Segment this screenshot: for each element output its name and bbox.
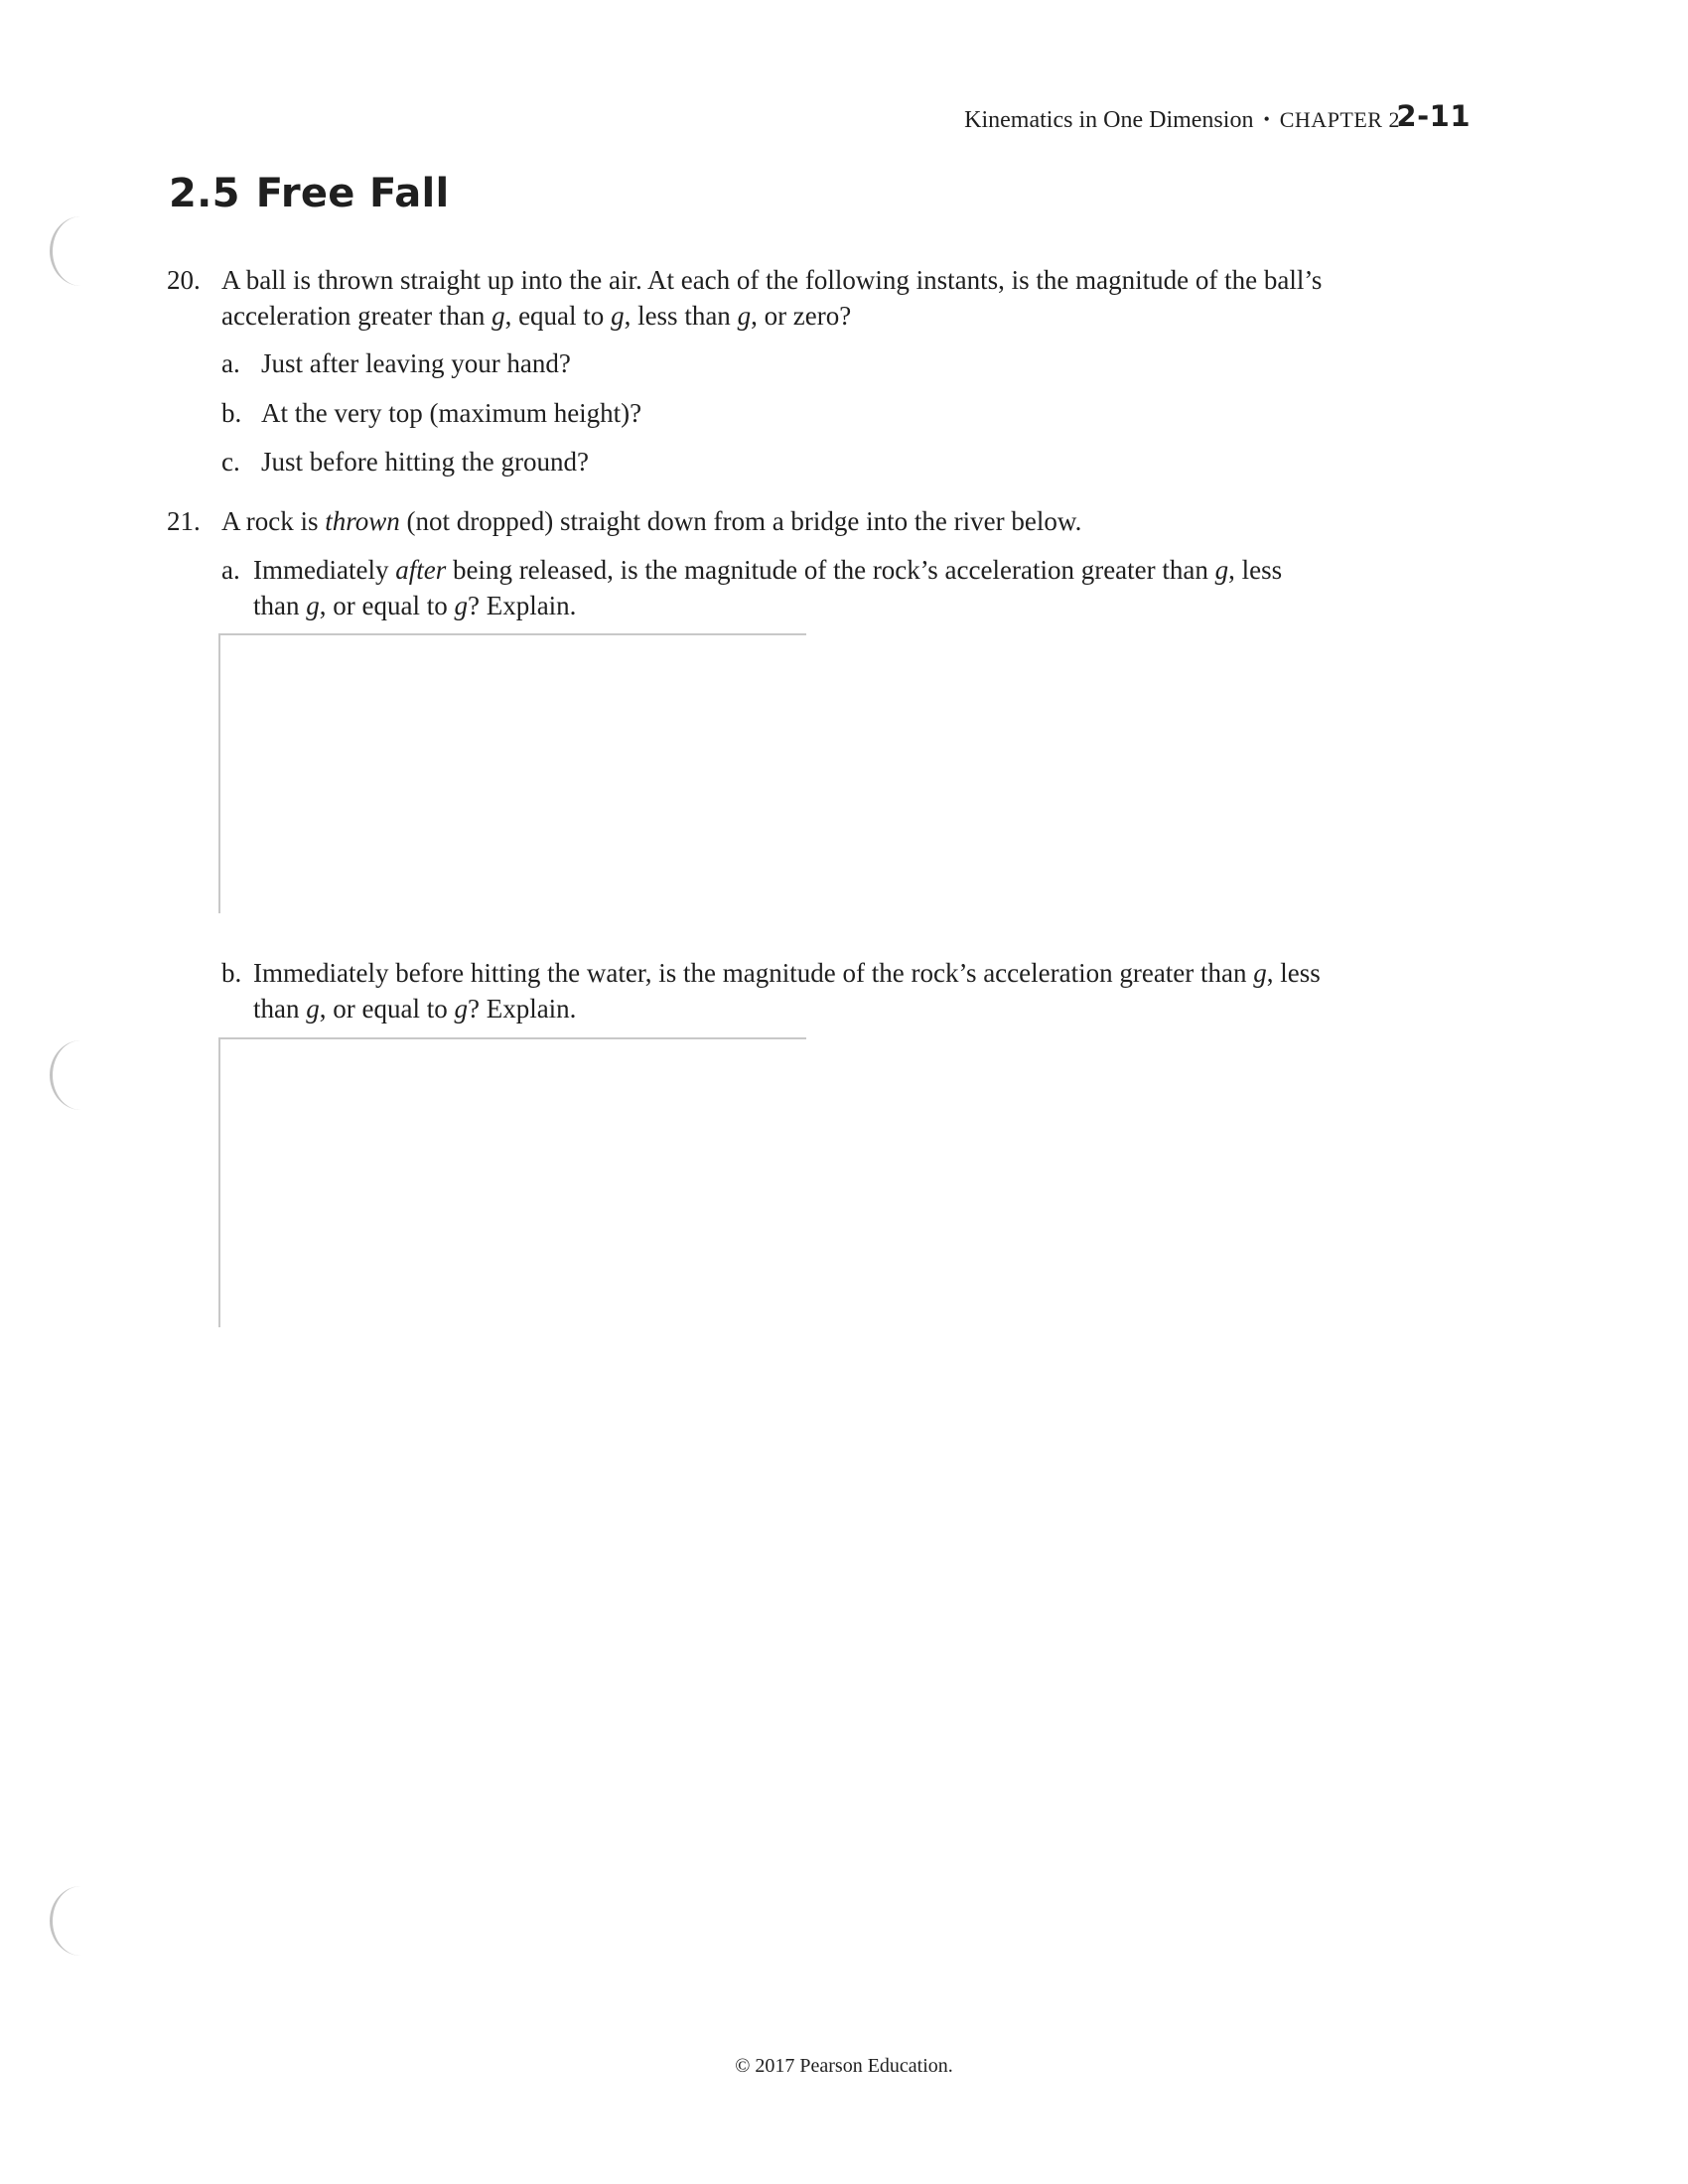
text-run: , or equal to — [319, 994, 455, 1024]
part-text-line-1 — [253, 552, 1475, 588]
question-prompt — [221, 262, 1473, 334]
text-run: ? Explain. — [467, 591, 577, 620]
part-text-line-2 — [253, 991, 1475, 1026]
chapter-label: CHAPTER 2 — [1279, 107, 1400, 132]
question-prompt — [221, 503, 1473, 539]
part-letter: c. — [221, 447, 240, 477]
answer-box-21a[interactable] — [218, 633, 806, 913]
symbol-g: g — [737, 301, 752, 331]
question-21-part-a — [221, 552, 1492, 631]
text-run: , less than — [624, 301, 738, 331]
question-number: 20. — [167, 265, 201, 295]
text-run: , less — [1228, 555, 1283, 585]
text-run: , or zero? — [751, 301, 852, 331]
text-run: than — [253, 994, 307, 1024]
binder-hole-mark-middle — [50, 1040, 112, 1110]
binder-hole-mark-bottom — [50, 1886, 112, 1956]
symbol-g: g — [306, 994, 320, 1024]
text-run: ? Explain. — [467, 994, 577, 1024]
text-run: Immediately — [253, 555, 396, 585]
part-text — [253, 552, 1475, 623]
running-head-title — [964, 107, 1400, 134]
text-run: acceleration greater than — [221, 301, 492, 331]
symbol-g: g — [454, 591, 468, 620]
question-21-part-b — [221, 955, 1492, 1034]
binder-hole-mark-top — [50, 216, 112, 286]
running-title-text: Kinematics in One Dimension — [964, 107, 1254, 133]
emphasis-after: after — [395, 555, 447, 585]
part-text: At the very top (maximum height)? — [261, 398, 642, 428]
symbol-g: g — [454, 994, 468, 1024]
emphasis-thrown: thrown — [325, 506, 400, 536]
part-letter: a. — [221, 555, 240, 585]
question-prompt-line-1: A ball is thrown straight up into the air. At each of the following instants, is the magnitude of the ball’s — [221, 265, 1323, 295]
running-head — [0, 99, 1688, 139]
text-run: A rock is — [221, 506, 326, 536]
answer-box-21b[interactable] — [218, 1037, 806, 1327]
part-text: Just before hitting the ground? — [261, 447, 589, 477]
text-run: , equal to — [504, 301, 612, 331]
part-letter: b. — [221, 958, 242, 988]
symbol-g: g — [1253, 958, 1267, 988]
symbol-g: g — [611, 301, 625, 331]
section-title: Free Fall — [255, 171, 450, 216]
symbol-g: g — [306, 591, 320, 620]
page-number: 2-11 — [1396, 99, 1471, 133]
text-run: being released, is the magnitude of the rock’s acceleration greater than — [446, 555, 1215, 585]
part-text — [253, 955, 1475, 1026]
symbol-g: g — [492, 301, 505, 331]
part-text: Just after leaving your hand? — [261, 348, 571, 378]
running-head-separator: • — [1263, 109, 1270, 129]
text-run: Immediately before hitting the water, is the magnitude of the rock’s acceleration greater than — [253, 958, 1254, 988]
footer-copyright: © 2017 Pearson Education. — [735, 2055, 953, 2077]
symbol-g: g — [1214, 555, 1229, 585]
text-run: , less — [1266, 958, 1321, 988]
part-letter: b. — [221, 398, 242, 428]
question-number: 21. — [167, 506, 201, 536]
text-run: than — [253, 591, 307, 620]
text-run: , or equal to — [319, 591, 455, 620]
section-heading — [169, 171, 450, 216]
section-number: 2.5 — [169, 171, 240, 216]
part-text-line-1 — [253, 955, 1475, 991]
text-run: (not dropped) straight down from a bridge into the river below. — [399, 506, 1082, 536]
question-prompt-line-2 — [221, 298, 1473, 334]
part-letter: a. — [221, 348, 240, 378]
part-text-line-2 — [253, 588, 1475, 623]
